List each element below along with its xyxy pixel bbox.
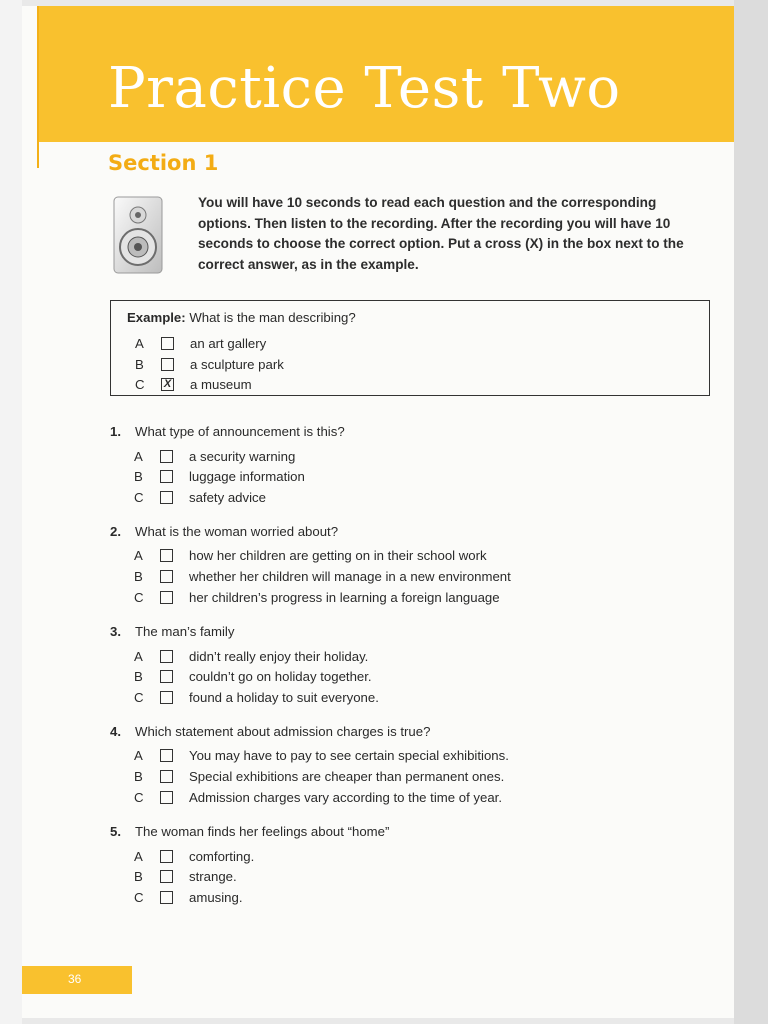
answer-option [134, 687, 379, 707]
page-number: 36 [68, 972, 82, 986]
answer-checkbox[interactable] [160, 770, 173, 783]
answer-option [134, 787, 502, 807]
answer-checkbox[interactable] [160, 491, 173, 504]
question [110, 824, 389, 839]
section-heading: Section 1 [108, 151, 219, 175]
option-text: didn’t really enjoy their holiday. [189, 648, 369, 664]
option-letter: A [134, 448, 143, 464]
option-letter: C [134, 589, 144, 605]
answer-checkbox[interactable] [160, 791, 173, 804]
question [110, 624, 234, 639]
option-letter: C [134, 489, 144, 505]
question-text: Which statement about admission charges is true? [135, 724, 431, 739]
option-letter: C [134, 889, 144, 905]
answer-option [134, 666, 372, 686]
page-right-edge [734, 0, 768, 1024]
option-text: Special exhibitions are cheaper than permanent ones. [189, 768, 505, 784]
example-question [127, 310, 356, 325]
question-number: 3. [110, 624, 121, 639]
answer-option [134, 587, 500, 607]
answer-checkbox[interactable] [160, 850, 173, 863]
instructions-text: You will have 10 seconds to read each question and the corresponding options. Then listen to the recording. After the recording you will have 10 seconds to choose the correct option. Put a cross (X) in the box next to the correct answer, as in the example. [198, 195, 684, 272]
example-box [110, 300, 710, 396]
option-letter: B [134, 868, 143, 884]
answer-option [134, 446, 295, 466]
option-text: strange. [189, 868, 237, 884]
option-letter: B [134, 568, 143, 584]
page-title: Practice Test Two [108, 56, 621, 121]
option-letter: C [134, 689, 144, 705]
answer-option [134, 745, 509, 765]
option-letter: B [134, 768, 143, 784]
answer-option [134, 545, 487, 565]
option-letter: C [135, 376, 145, 392]
answer-checkbox[interactable] [160, 650, 173, 663]
answer-option [134, 887, 243, 907]
option-text: safety advice [189, 489, 266, 505]
answer-option [134, 566, 511, 586]
answer-checkbox[interactable] [160, 570, 173, 583]
option-text: a security warning [189, 448, 296, 464]
option-letter: A [135, 335, 144, 351]
left-accent-rule [37, 6, 39, 168]
option-letter: A [134, 648, 143, 664]
answer-option [134, 466, 305, 486]
option-text: an art gallery [190, 335, 267, 351]
option-text: whether her children will manage in a new environment [189, 568, 511, 584]
option-text: a museum [190, 376, 252, 392]
answer-checkbox[interactable] [160, 470, 173, 483]
answer-checkbox[interactable] [160, 749, 173, 762]
option-text: how her children are getting on in their school work [189, 547, 487, 563]
answer-checkbox[interactable] [160, 591, 173, 604]
question [110, 524, 338, 539]
answer-option [134, 646, 368, 666]
option-text: Admission charges vary according to the time of year. [189, 789, 502, 805]
option-text: a sculpture park [190, 356, 284, 372]
speaker-icon [113, 196, 163, 274]
option-text: amusing. [189, 889, 243, 905]
answer-checkbox[interactable] [160, 891, 173, 904]
answer-checkbox[interactable] [161, 358, 174, 371]
answer-checkbox-crossed[interactable]: X [161, 378, 174, 391]
answer-option [134, 866, 237, 886]
answer-checkbox[interactable] [160, 450, 173, 463]
option-letter: A [134, 848, 143, 864]
option-letter: B [134, 468, 143, 484]
question-number: 2. [110, 524, 121, 539]
answer-option [134, 487, 266, 507]
question-text: What type of announcement is this? [135, 424, 345, 439]
answer-checkbox[interactable] [161, 337, 174, 350]
answer-option [134, 766, 504, 786]
question [110, 724, 430, 739]
option-letter: B [135, 356, 144, 372]
option-letter: A [134, 547, 143, 563]
example-option [135, 374, 252, 394]
option-text: couldn’t go on holiday together. [189, 668, 372, 684]
example-label: Example: [127, 310, 186, 325]
option-letter: B [134, 668, 143, 684]
answer-checkbox[interactable] [160, 870, 173, 883]
example-question-text: What is the man describing? [189, 310, 356, 325]
answer-option [134, 846, 254, 866]
question [110, 424, 345, 439]
answer-checkbox[interactable] [160, 691, 173, 704]
example-option [135, 354, 284, 374]
option-text: her children’s progress in learning a foreign language [189, 589, 500, 605]
option-text: You may have to pay to see certain special exhibitions. [189, 747, 509, 763]
option-text: found a holiday to suit everyone. [189, 689, 379, 705]
option-letter: A [134, 747, 143, 763]
option-text: luggage information [189, 468, 305, 484]
answer-checkbox[interactable] [160, 549, 173, 562]
question-text: What is the woman worried about? [135, 524, 339, 539]
question-text: The woman finds her feelings about “home” [135, 824, 390, 839]
question-number: 4. [110, 724, 121, 739]
option-text: comforting. [189, 848, 255, 864]
example-option [135, 333, 266, 353]
question-number: 1. [110, 424, 121, 439]
answer-checkbox[interactable] [160, 670, 173, 683]
question-text: The man’s family [135, 624, 235, 639]
option-letter: C [134, 789, 144, 805]
page-left-margin [0, 0, 22, 1024]
question-number: 5. [110, 824, 121, 839]
